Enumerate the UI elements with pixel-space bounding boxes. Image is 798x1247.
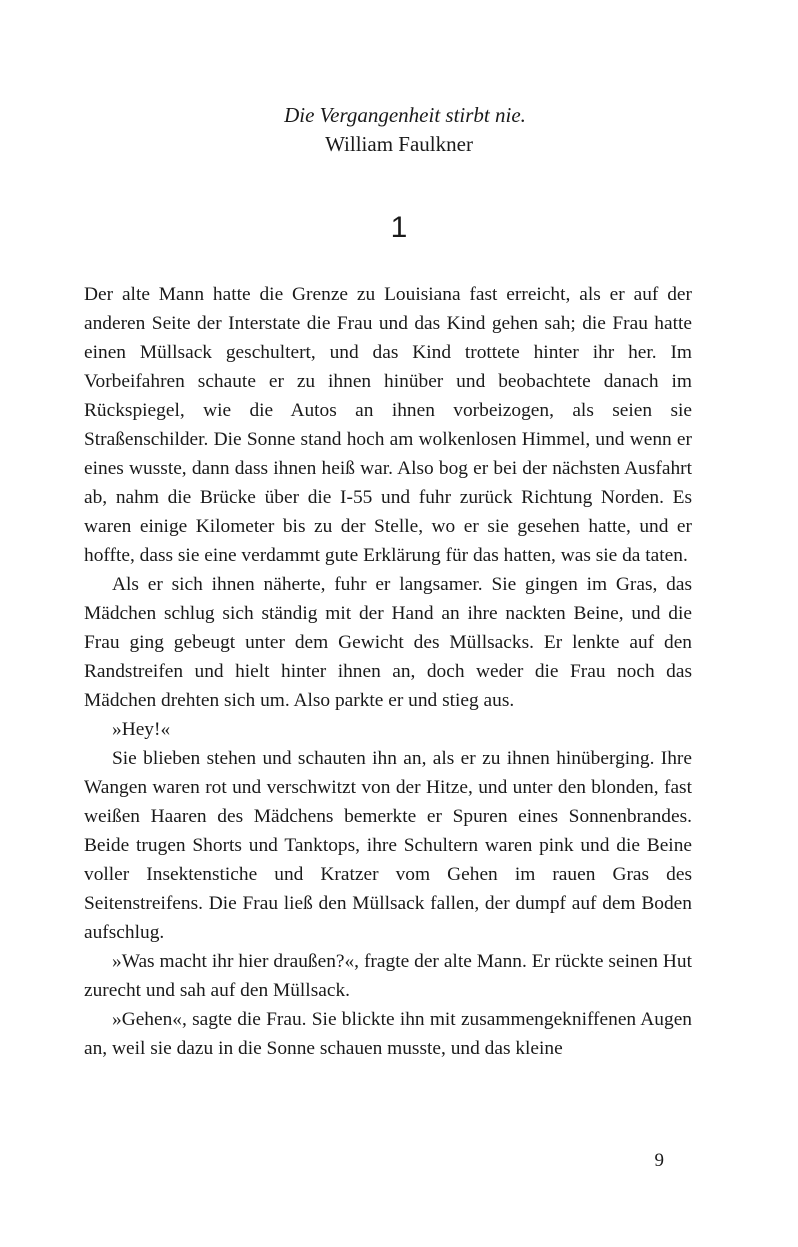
paragraph: Der alte Mann hatte die Grenze zu Louisiana fast erreicht, als er auf der anderen Seite der Interstate die Frau und das Kind gehen sah; die Frau hatte einen Müllsack geschultert, und das Kind trottete hinter ihr her. Im Vorbeifahren schaute er zu ihnen hinüber und beobachtete danach im Rückspiegel, wie die Autos an ihnen vorbeizogen, als seien sie Straßenschilder. Die Sonne stand hoch am wolkenlosen Himmel, und wenn er eines wusste, dann dass ihnen heiß war. Also bog er bei der nächsten Ausfahrt ab, nahm die Brücke über die I-55 und fuhr zurück Richtung Norden. Es waren einige Kilometer bis zu der Stelle, wo er sie gesehen hatte, und er hoffte, dass sie eine verdammt gute Erklärung für das hatten, was sie da taten. — [84, 284, 692, 566]
epigraph-quote: Die Vergangenheit stirbt nie. — [284, 103, 526, 127]
paragraph: »Gehen«, sagte die Frau. Sie blickte ihn mit zusammengekniffenen Augen an, weil sie dazu in die Sonne schauen musste, und das kleine — [84, 1009, 692, 1059]
epigraph-author: William Faulkner — [325, 132, 473, 156]
epigraph — [0, 101, 798, 159]
chapter-number: 1 — [390, 211, 408, 244]
page-number: 9 — [654, 1150, 664, 1171]
paragraph: »Hey!« — [112, 719, 171, 740]
paragraph: Als er sich ihnen näherte, fuhr er langsamer. Sie gingen im Gras, das Mädchen schlug sich ständig mit der Hand an ihre nackten Beine, und die Frau ging gebeugt unter dem Gewicht des Müllsacks. Er lenkte auf den Randstreifen und hielt hinter ihnen an, doch weder die Frau noch das Mädchen drehten sich um. Also parkte er und stieg aus. — [84, 574, 692, 711]
paragraph: »Was macht ihr hier draußen?«, fragte der alte Mann. Er rückte seinen Hut zurecht und sah auf den Müllsack. — [84, 951, 692, 1001]
paragraph: Sie blieben stehen und schauten ihn an, als er zu ihnen hinüberging. Ihre Wangen waren rot und verschwitzt von der Hitze, und unter den blonden, fast weißen Haaren des Mädchens bemerkte er Spuren eines Sonnenbrandes. Beide trugen Shorts und Tanktops, ihre Schultern waren pink und die Beine voller Insektenstiche und Kratzer vom Gehen im rauen Gras des Seitenstreifens. Die Frau ließ den Müllsack fallen, der dumpf auf dem Boden aufschlug. — [84, 748, 692, 943]
body-text — [84, 280, 692, 1063]
